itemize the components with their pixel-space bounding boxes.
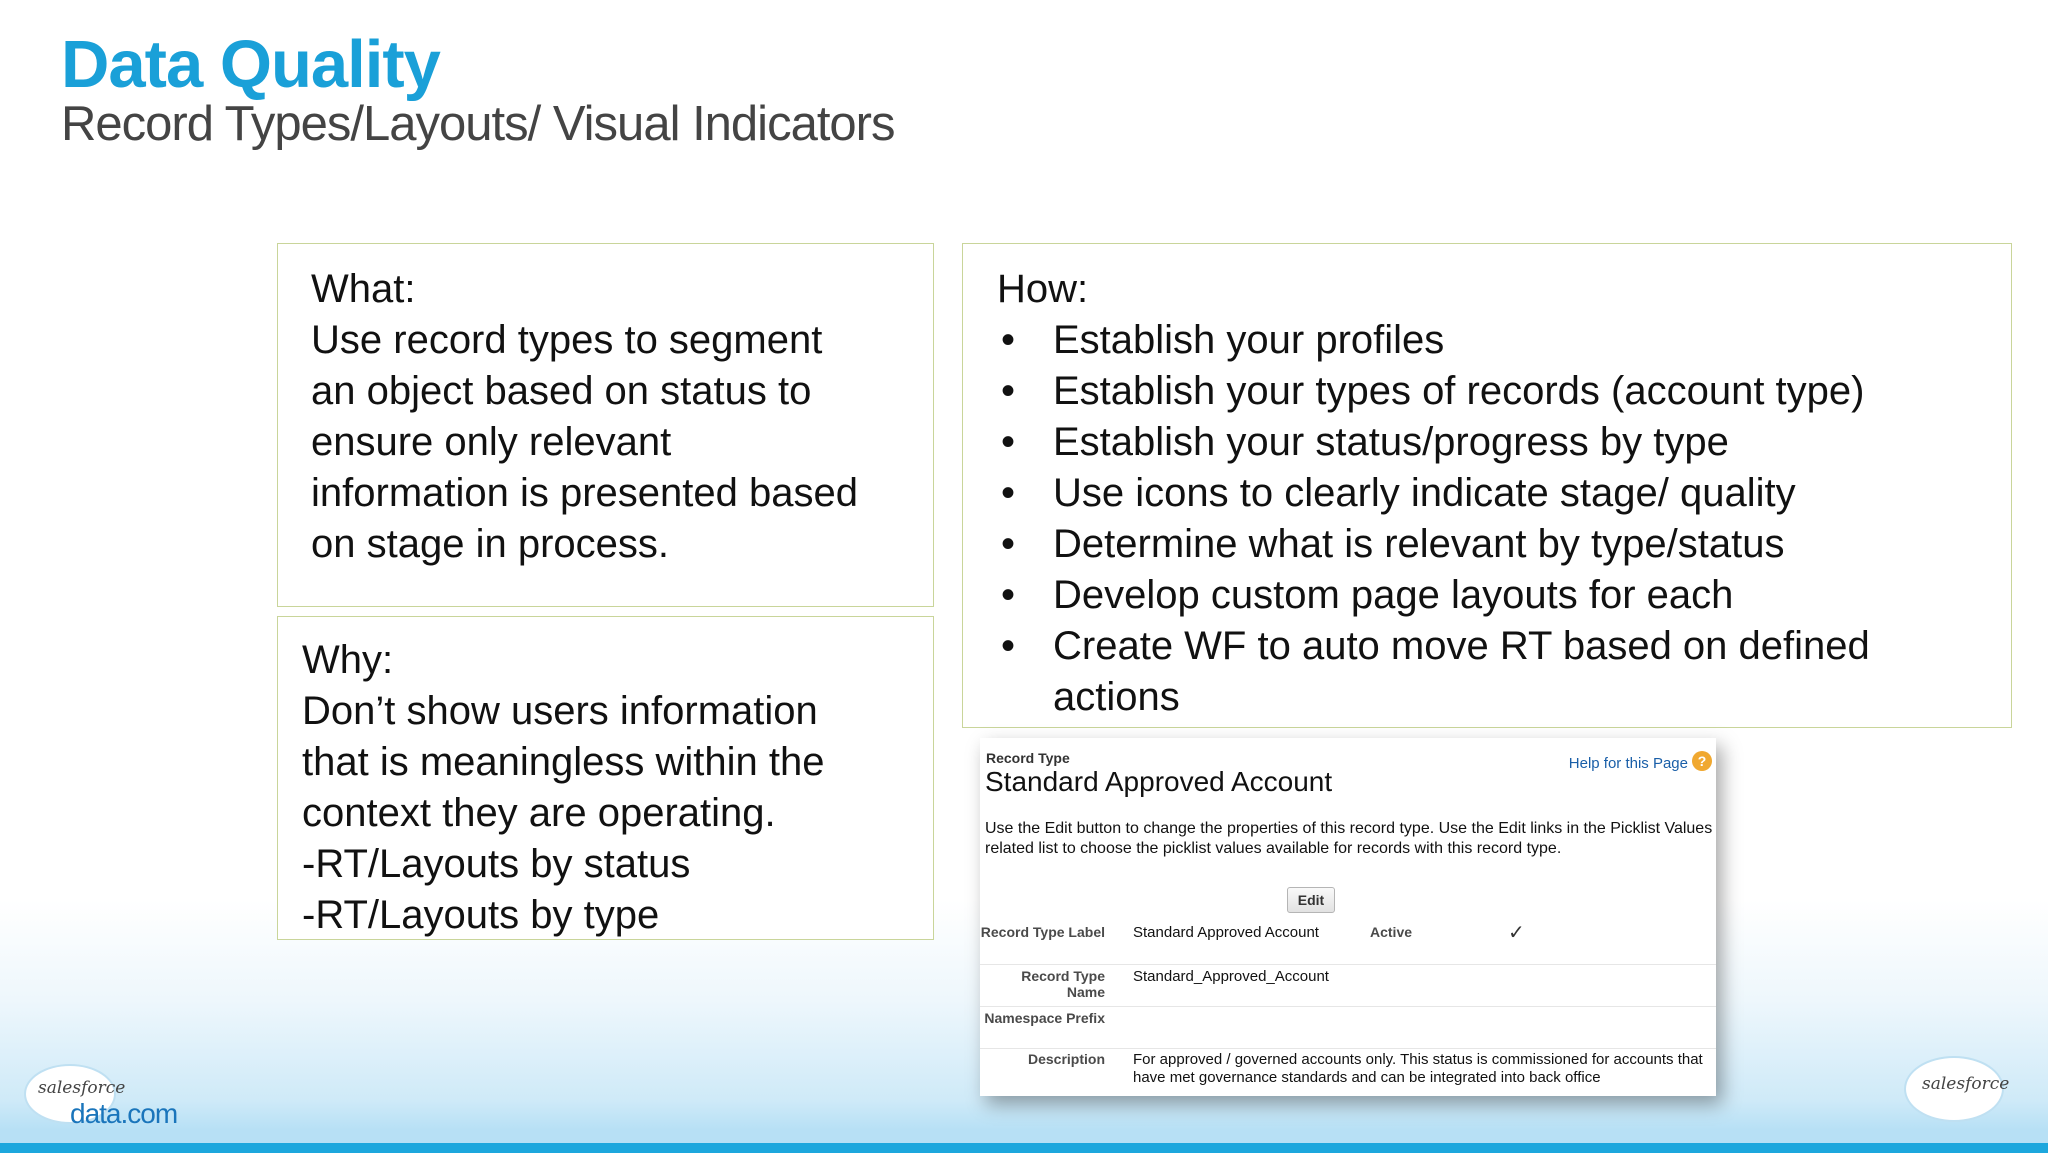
help-icon[interactable]: ? — [1692, 751, 1712, 771]
how-item-text: Establish your profiles — [1053, 318, 1445, 362]
field-label: Record Type Label — [980, 924, 1105, 940]
bullet-icon: • — [1001, 573, 1016, 617]
bullet-icon: • — [1001, 318, 1016, 362]
field-label: Record Type Name — [1021, 968, 1105, 1000]
bullet-icon: • — [1001, 624, 1016, 668]
logo-datacom-text: data.com — [70, 1098, 178, 1129]
record-type-kicker: Record Type — [986, 750, 1070, 766]
field-label: Namespace Prefix — [984, 1010, 1105, 1026]
bullet-icon: • — [1001, 522, 1016, 566]
field-value: Standard_Approved_Account — [1133, 968, 1329, 985]
field-row-name — [980, 968, 1716, 1007]
help-link[interactable]: Help for this Page — [1568, 755, 1688, 772]
active-label: Active — [1370, 924, 1413, 940]
record-type-description: Use the Edit button to change the properties of this record type. Use the Edit links in the Picklist Values related list to choose the picklist values available for records with this record type. — [985, 820, 1713, 857]
field-row-namespace — [980, 1010, 1716, 1049]
how-list — [997, 315, 1997, 723]
salesforce-datacom-logo — [20, 1058, 190, 1128]
how-item-text: Develop custom page layouts for each — [1053, 573, 1734, 617]
how-box — [962, 243, 2012, 728]
field-row-description — [980, 1051, 1716, 1096]
field-label: Description — [1027, 1051, 1105, 1067]
salesforce-logo — [1900, 1050, 2010, 1122]
how-item-text: Determine what is relevant by type/status — [1053, 522, 1785, 566]
why-box — [277, 616, 934, 940]
how-item — [997, 621, 1997, 723]
bullet-icon: • — [1001, 471, 1016, 515]
slide-subtitle: Record Types/Layouts/ Visual Indicators — [61, 97, 895, 151]
logo-salesforce-text: salesforce — [38, 1078, 126, 1098]
record-type-name: Standard Approved Account — [985, 766, 1333, 797]
field-value: For approved / governed accounts only. This status is commissioned for accounts that have met governance standards and can be integrated into back office — [1133, 1051, 1703, 1086]
how-item-text: Establish your types of records (account type) — [1053, 369, 1865, 413]
how-heading: How: — [997, 267, 1089, 311]
logo-salesforce-text: salesforce — [1922, 1074, 2010, 1094]
slide-title: Data Quality — [61, 27, 440, 102]
checkmark-icon: ✓ — [1508, 922, 1525, 944]
how-item — [997, 315, 1997, 366]
field-row-label — [980, 924, 1716, 965]
footer-bar — [0, 1143, 2048, 1153]
how-item-text: Create WF to auto move RT based on defined actions — [1053, 624, 1870, 719]
what-text: What: Use record types to segment an object based on status to ensure only relevant information is presented based on stage in process. — [311, 267, 858, 566]
field-value: Standard Approved Account — [1133, 924, 1319, 941]
what-box — [277, 243, 934, 607]
how-item — [997, 519, 1997, 570]
bullet-icon: • — [1001, 369, 1016, 413]
how-item-text: Establish your status/progress by type — [1053, 420, 1729, 464]
how-item-text: Use icons to clearly indicate stage/ quality — [1053, 471, 1796, 515]
bullet-icon: • — [1001, 420, 1016, 464]
how-item — [997, 417, 1997, 468]
edit-button[interactable]: Edit — [1287, 887, 1335, 913]
why-text: Why: Don’t show users information that is meaningless within the context they are operating. -RT/Layouts by status -RT/Layouts by type — [302, 638, 825, 937]
how-item — [997, 570, 1997, 621]
how-item — [997, 468, 1997, 519]
how-item — [997, 366, 1997, 417]
record-type-panel — [980, 738, 1716, 1096]
